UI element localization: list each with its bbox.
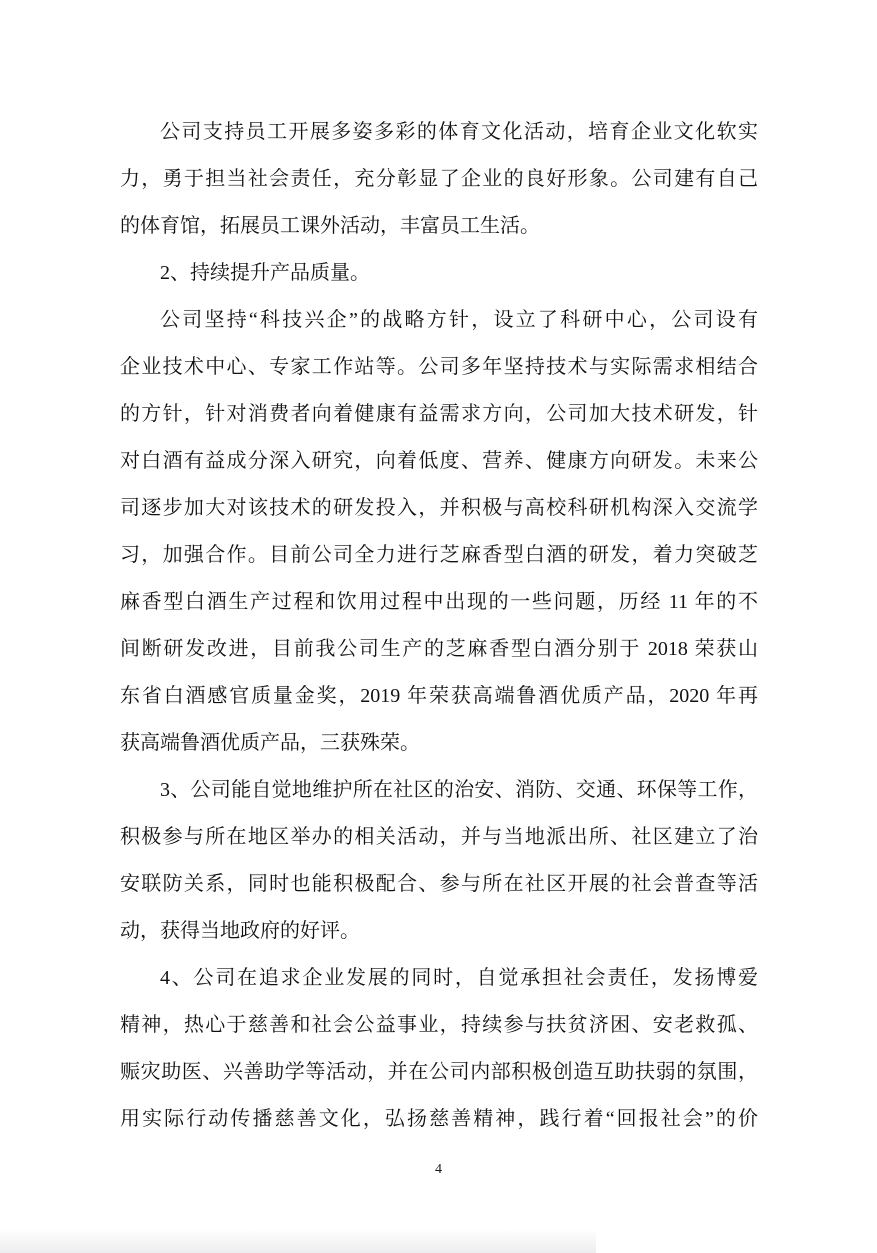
text-line: 东省白酒感官质量金奖，2019 年荣获高端鲁酒优质产品，2020 年再 [120, 685, 758, 707]
text-line: 对白酒有益成分深入研究，向着低度、营养、健康方向研发。未来公 [120, 450, 758, 472]
text-line: 积极参与所在地区举办的相关活动，并与当地派出所、社区建立了治 [120, 826, 758, 848]
text-line: 4、公司在追求企业发展的同时，自觉承担社会责任，发扬博爱 [160, 967, 758, 989]
text-line: 公司支持员工开展多姿多彩的体育文化活动，培育企业文化软实 [160, 121, 758, 143]
paragraph [120, 109, 758, 250]
text-line: 赈灾助医、兴善助学等活动，并在公司内部积极创造互助扶弱的氛围， [120, 1061, 758, 1083]
text-line: 2、持续提升产品质量。 [160, 262, 370, 284]
text-line: 用实际行动传播慈善文化，弘扬慈善精神，践行着“回报社会”的价 [120, 1108, 758, 1130]
text-line: 精神，热心于慈善和社会公益事业，持续参与扶贫济困、安老救孤、 [120, 1014, 758, 1036]
text-line: 的方针，针对消费者向着健康有益需求方向，公司加大技术研发，针 [120, 403, 758, 425]
text-line: 3、公司能自觉地维护所在社区的治安、消防、交通、环保等工作， [160, 779, 758, 801]
text-block [120, 109, 758, 1143]
text-line: 力，勇于担当社会责任，充分彰显了企业的良好形象。公司建有自己 [120, 168, 758, 190]
text-line: 的体育馆，拓展员工课外活动，丰富员工生活。 [120, 215, 540, 237]
text-line: 企业技术中心、专家工作站等。公司多年坚持技术与实际需求相结合 [120, 356, 758, 378]
text-line: 麻香型白酒生产过程和饮用过程中出现的一些问题，历经 11 年的不 [120, 591, 758, 613]
paragraph [120, 767, 758, 955]
text-line: 动，获得当地政府的好评。 [120, 920, 360, 942]
paragraph [120, 955, 758, 1143]
paragraph [120, 297, 758, 767]
text-line: 公司坚持“科技兴企”的战略方针，设立了科研中心，公司设有 [160, 309, 758, 331]
text-line: 习，加强合作。目前公司全力进行芝麻香型白酒的研发，着力突破芝 [120, 544, 758, 566]
page-number: 4 [435, 1162, 442, 1177]
text-line: 司逐步加大对该技术的研发投入，并积极与高校科研机构深入交流学 [120, 497, 758, 519]
text-line: 间断研发改进，目前我公司生产的芝麻香型白酒分别于 2018 荣获山 [120, 638, 758, 660]
paragraph [120, 250, 758, 297]
page-bottom-edge [0, 1229, 596, 1253]
text-line: 获高端鲁酒优质产品，三获殊荣。 [120, 732, 420, 754]
text-line: 安联防关系，同时也能积极配合、参与所在社区开展的社会普查等活 [120, 873, 758, 895]
